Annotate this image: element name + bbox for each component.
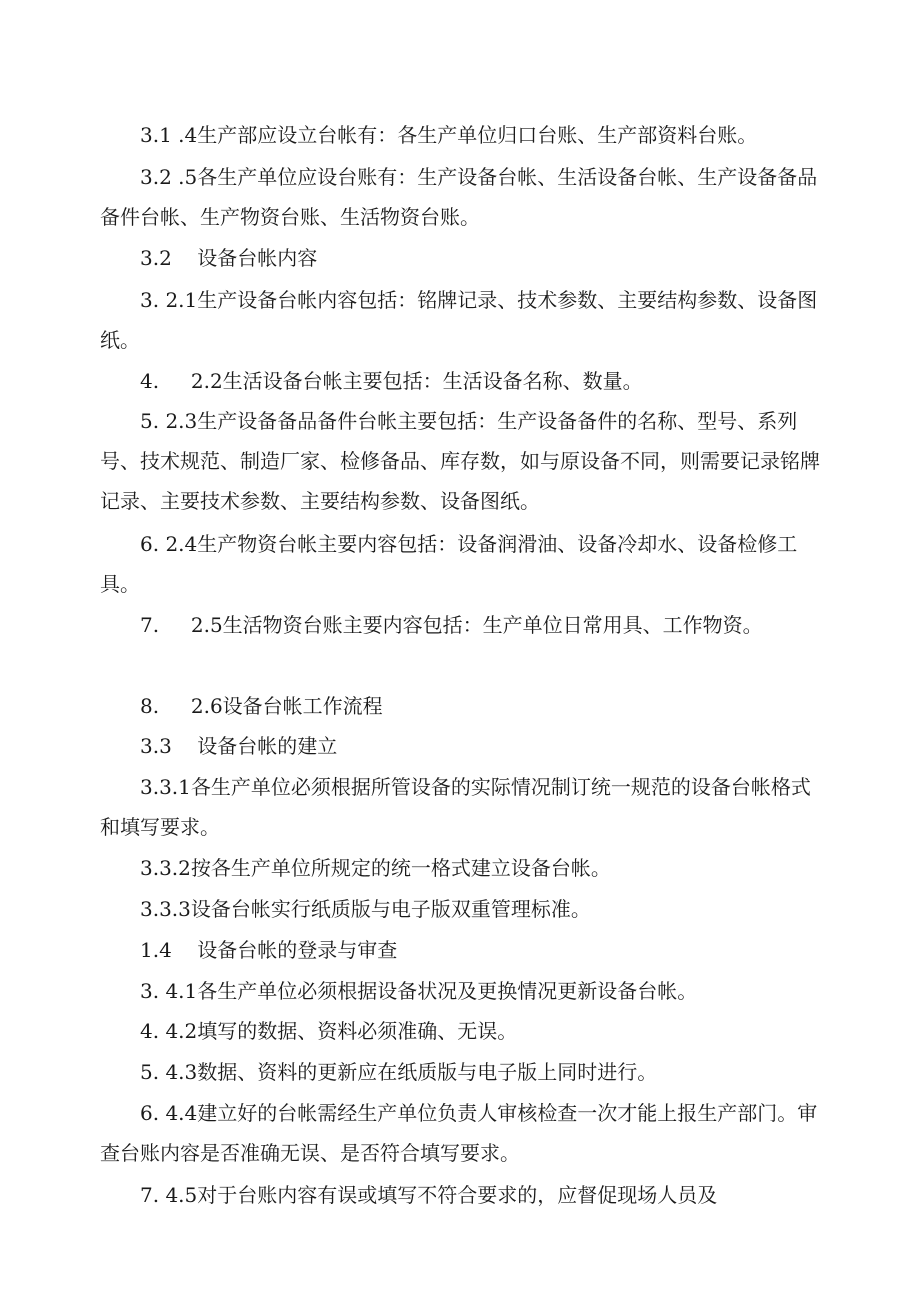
paragraph-2-5: 7. 2.5生活物资台账主要内容包括：生产单位日常用具、工作物资。 [140, 613, 763, 637]
paragraph-3-2-1: 3. 2.1生产设备台帐内容包括：铭牌记录、技术参数、主要结构参数、设备图纸。 [100, 288, 818, 352]
paragraph-4-5: 7. 4.5对于台账内容有误或填写不符合要求的，应督促现场人员及 [140, 1183, 718, 1207]
paragraph-4-4: 6. 4.4建立好的台帐需经生产单位负责人审核检查一次才能上报生产部门。审查台账内容是否准确无误、是否符合填写要求。 [100, 1101, 818, 1165]
paragraph-4-2: 4. 4.2填写的数据、资料必须准确、无误。 [140, 1019, 518, 1043]
section-heading-3-3: 3.3 设备台帐的建立 [140, 734, 338, 758]
paragraph-2-2: 4. 2.2生活设备台帐主要包括：生活设备名称、数量。 [140, 369, 643, 393]
paragraph-3-2-5: 3.2 .5各生产单位应设台账有：生产设备台帐、生活设备台帐、生产设备备品备件台帐、生产物资台账、生活物资台账。 [100, 165, 818, 229]
section-heading-3-2: 3.2 设备台帐内容 [140, 246, 318, 270]
paragraph-4-3: 5. 4.3数据、资料的更新应在纸质版与电子版上同时进行。 [140, 1060, 658, 1084]
paragraph-2-3: 5. 2.3生产设备备品备件台帐主要包括：生产设备备件的名称、型号、系列号、技术规范、制造厂家、检修备品、库存数，如与原设备不同，则需要记录铭牌记录、主要技术参数、主要结构参数、设备图纸。 [100, 409, 820, 513]
section-heading-1-4: 1.4 设备台帐的登录与审查 [140, 938, 398, 962]
paragraph-2-6: 8. 2.6设备台帐工作流程 [140, 694, 383, 718]
paragraph-4-1: 3. 4.1各生产单位必须根据设备状况及更换情况更新设备台帐。 [140, 979, 698, 1003]
paragraph-3-3-3: 3.3.3设备台帐实行纸质版与电子版双重管理标准。 [140, 897, 591, 921]
paragraph-3-3-1: 3.3.1各生产单位必须根据所管设备的实际情况制订统一规范的设备台帐格式和填写要求。 [100, 775, 811, 839]
paragraph-2-4: 6. 2.4生产物资台帐主要内容包括：设备润滑油、设备冷却水、设备检修工具。 [100, 532, 798, 596]
paragraph-3-1-4: 3.1 .4生产部应设立台帐有：各生产单位归口台账、生产部资料台账。 [140, 123, 758, 147]
paragraph-3-3-2: 3.3.2按各生产单位所规定的统一格式建立设备台帐。 [140, 856, 611, 880]
